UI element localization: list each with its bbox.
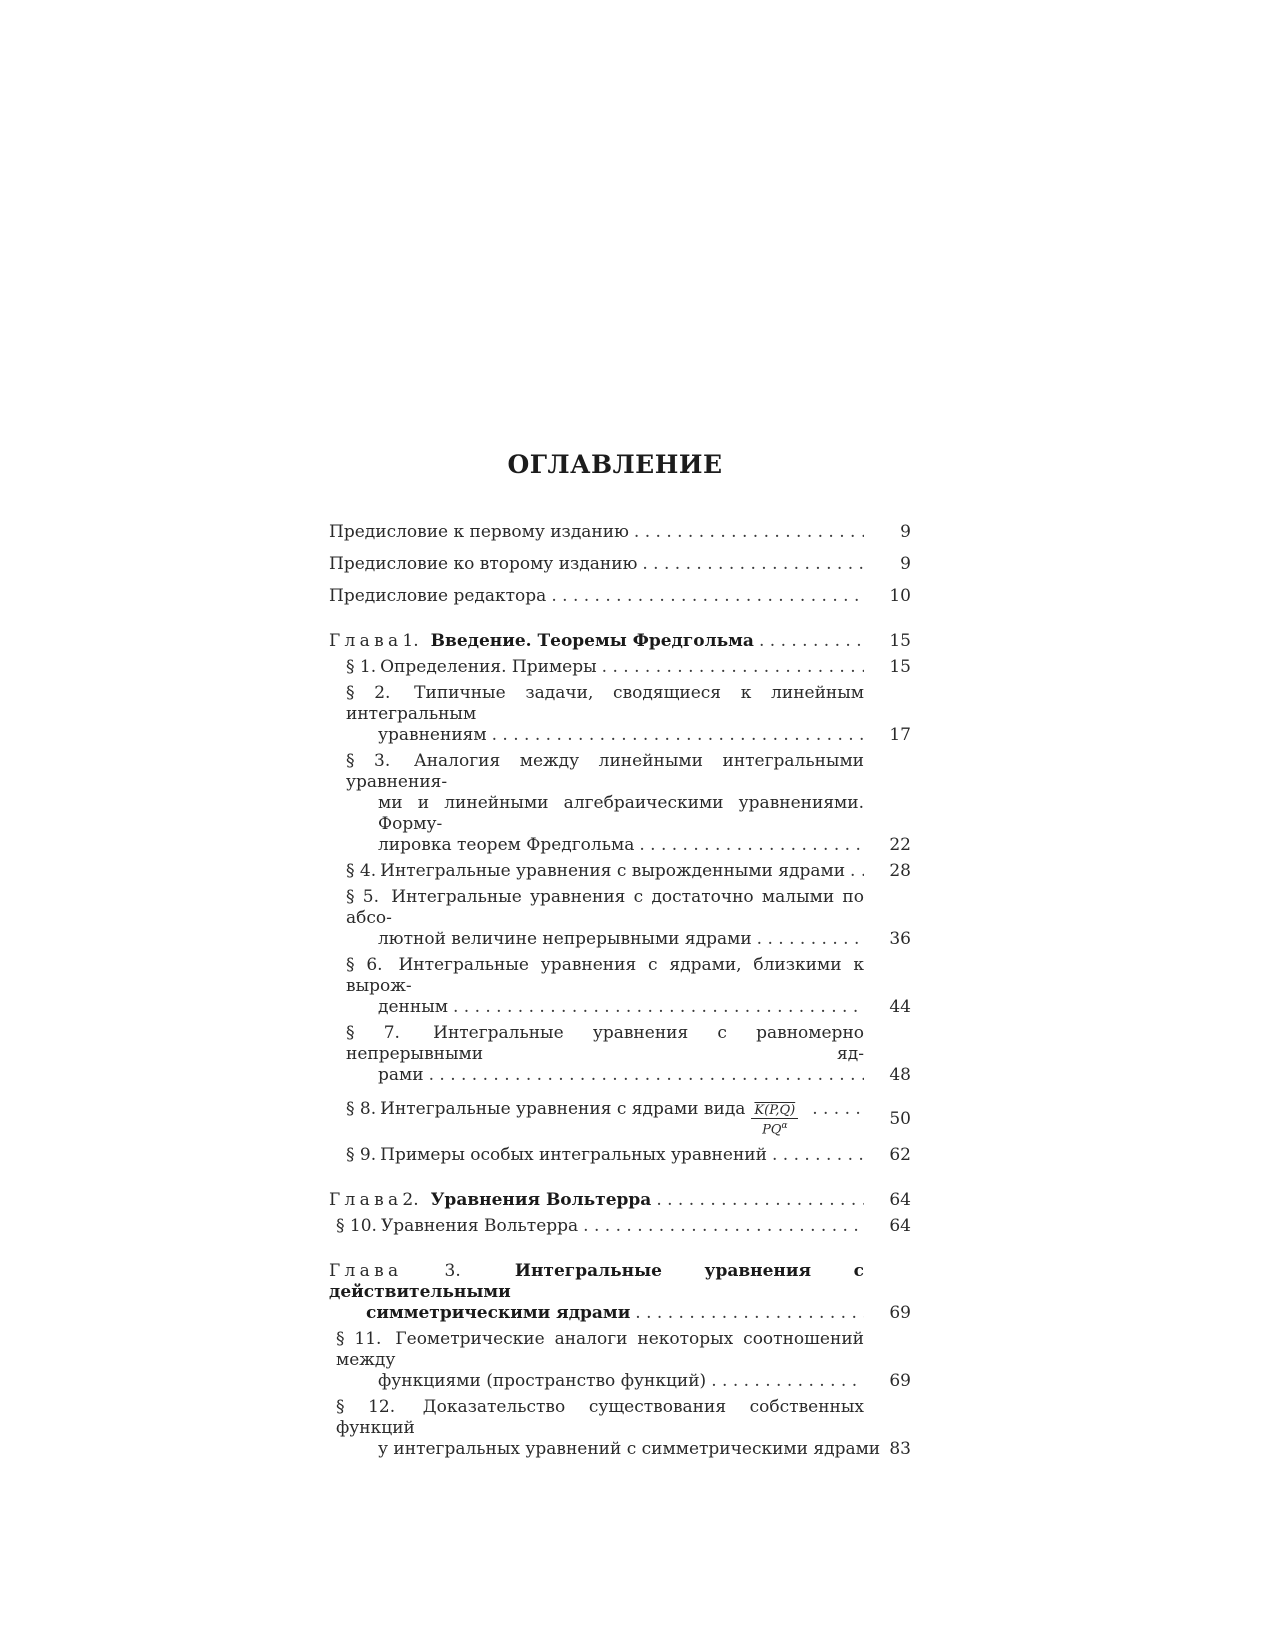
formula-exponent: α <box>781 1121 788 1131</box>
table-of-contents <box>329 522 911 1465</box>
chapter-title-line: симметрическими ядрами <box>366 1303 631 1324</box>
page-number: 62 <box>889 1145 911 1166</box>
toc-section-8[interactable] <box>329 1091 911 1137</box>
section-title-line: рами <box>378 1065 424 1085</box>
chapter-title-line: Интегральные уравнения с действительными <box>329 1261 865 1303</box>
toc-section-11[interactable] <box>329 1329 911 1392</box>
section-title-line: Типичные задачи, сводящиеся к линейным интегральным <box>346 683 864 724</box>
chapter-label: Глава <box>329 1190 403 1211</box>
leader-dots <box>583 1216 864 1237</box>
leader-dots <box>602 657 864 678</box>
leader-dots <box>429 1065 864 1086</box>
section-number: § 3. <box>346 751 391 771</box>
toc-section-10[interactable] <box>329 1216 911 1237</box>
section-title-line: Интегральные уравнения с достаточно малыми по абсо- <box>346 887 864 928</box>
leader-dots <box>492 725 864 746</box>
section-title-line: Геометрические аналоги некоторых соотношений между <box>336 1329 864 1371</box>
page-number: 17 <box>889 725 911 745</box>
section-title-line: Аналогия между линейными интегральными уравнения- <box>346 751 865 792</box>
leader-dots <box>634 522 864 543</box>
toc-section-7[interactable] <box>329 1023 911 1086</box>
section-title-line: денным <box>378 997 448 1017</box>
section-title-line: уравнениям <box>378 725 487 745</box>
section-title-line: у интегральных уравнений с симметрическими ядрами <box>378 1439 881 1460</box>
entry-title: Предисловие редактора <box>329 586 547 606</box>
section-number: § 11. <box>336 1329 382 1350</box>
page-number: 69 <box>889 1371 911 1392</box>
section-number: § 8. <box>346 1099 377 1119</box>
page-number: 69 <box>889 1303 911 1324</box>
chapter-number: 2. <box>402 1190 419 1211</box>
toc-chapter-2[interactable] <box>329 1190 911 1211</box>
section-title-line: функциями (пространство функций) <box>378 1371 707 1392</box>
section-title-line: Доказательство существования собственных функций <box>336 1397 864 1439</box>
formula-denominator: $PQ^\alpha$ <box>762 1121 788 1138</box>
toc-section-6[interactable] <box>329 955 911 1018</box>
section-title: Определения. Примеры <box>380 657 597 677</box>
page-number: 9 <box>900 554 911 574</box>
formula-numerator: K(P,Q) <box>751 1104 798 1119</box>
section-number: § 9. <box>346 1145 377 1166</box>
section-title-line: Интегральные уравнения с равномерно непрерывными яд- <box>346 1023 865 1064</box>
page-number: 44 <box>889 997 911 1017</box>
page-number: 50 <box>889 1109 911 1130</box>
toc-section-9[interactable] <box>329 1145 911 1166</box>
leader-dots <box>759 631 864 652</box>
page-number: 10 <box>889 586 911 606</box>
leader-dots <box>635 1303 864 1324</box>
page-number: 64 <box>889 1216 911 1237</box>
toc-preface-2[interactable] <box>329 554 911 575</box>
toc-section-2[interactable] <box>329 683 911 746</box>
toc-section-1[interactable] <box>329 657 911 678</box>
leader-dots <box>639 835 864 856</box>
section-title: Примеры особых интегральных уравнений <box>380 1145 767 1166</box>
section-number: § 2. <box>346 683 391 703</box>
toc-section-4[interactable] <box>329 861 911 882</box>
section-title-line: лютной величине непрерывными ядрами <box>378 929 752 949</box>
chapter-label: Глава <box>329 631 403 651</box>
leader-dots <box>551 586 864 607</box>
section-number: § 4. <box>346 861 377 881</box>
section-title: Интегральные уравнения с ядрами вида <box>380 1099 746 1119</box>
chapter-title: Уравнения Вольтерра <box>430 1190 652 1211</box>
chapter-number: 1. <box>402 631 419 651</box>
section-number: § 6. <box>346 955 383 975</box>
entry-title: Предисловие ко второму изданию <box>329 554 638 574</box>
leader-dots <box>656 1190 864 1211</box>
leader-dots <box>772 1145 864 1166</box>
toc-chapter-3[interactable] <box>329 1261 911 1324</box>
page-number: 15 <box>889 657 911 677</box>
page-number: 9 <box>900 522 911 542</box>
toc-section-3[interactable] <box>329 751 911 856</box>
leader-dots <box>812 1091 864 1127</box>
section-number: § 7. <box>346 1023 400 1043</box>
toc-chapter-1[interactable] <box>329 631 911 652</box>
chapter-number: 3. <box>444 1261 461 1282</box>
section-number: § 1. <box>346 657 377 677</box>
toc-preface-1[interactable] <box>329 522 911 543</box>
section-title: Уравнения Вольтерра <box>380 1216 579 1237</box>
section-number: § 12. <box>336 1397 396 1418</box>
toc-preface-3[interactable] <box>329 586 911 607</box>
leader-dots <box>757 929 864 950</box>
section-title-line: лировка теорем Фредгольма <box>378 835 635 855</box>
page-number: 64 <box>889 1190 911 1211</box>
page-number: 28 <box>889 861 911 881</box>
page-number: 48 <box>889 1065 911 1085</box>
page-title: ОГЛАВЛЕНИЕ <box>507 450 723 479</box>
section-number: § 5. <box>346 887 379 907</box>
kernel-formula <box>751 1104 798 1137</box>
page-number: 15 <box>889 631 911 651</box>
page-number: 36 <box>889 929 911 949</box>
chapter-title: Введение. Теоремы Фредгольма <box>430 631 754 651</box>
section-title-line: ми и линейными алгебраическими уравнениями. Форму- <box>378 793 864 834</box>
leader-dots <box>850 861 864 882</box>
chapter-label: Глава <box>329 1261 403 1282</box>
section-title-line: Интегральные уравнения с ядрами, близкими к вырож- <box>346 955 865 996</box>
toc-section-12[interactable] <box>329 1397 911 1460</box>
section-title: Интегральные уравнения с вырожденными ядрами <box>380 861 846 881</box>
leader-dots <box>711 1371 864 1392</box>
entry-title: Предисловие к первому изданию <box>329 522 629 542</box>
page-number: 83 <box>889 1439 911 1460</box>
page-number: 22 <box>889 835 911 855</box>
section-number: § 10. <box>336 1216 377 1237</box>
leader-dots <box>453 997 864 1018</box>
toc-section-5[interactable] <box>329 887 911 950</box>
leader-dots <box>642 554 864 575</box>
